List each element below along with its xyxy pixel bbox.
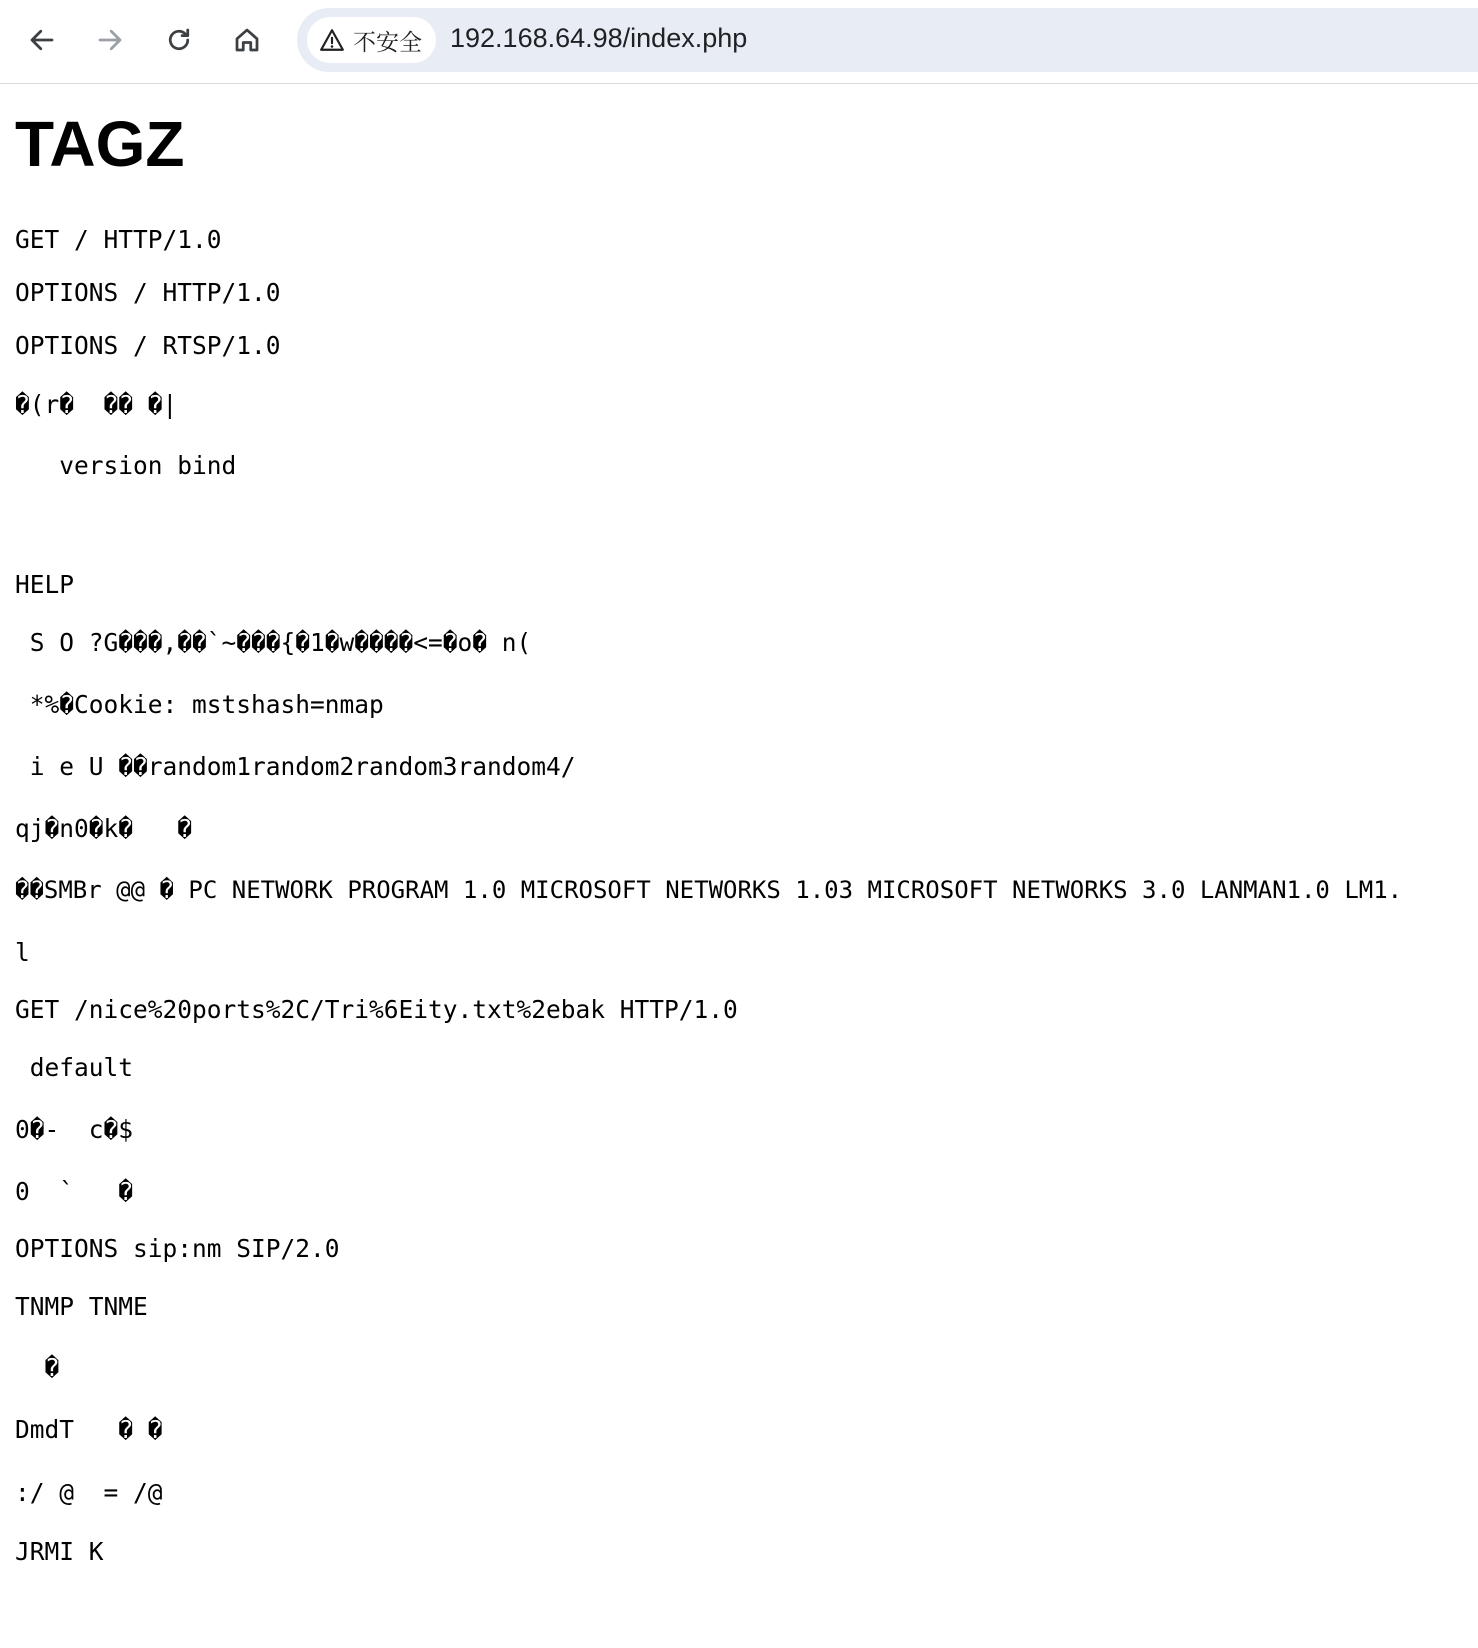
content-line: �(r� �� �| xyxy=(15,390,178,419)
arrow-left-icon xyxy=(27,25,57,55)
content-line: OPTIONS / HTTP/1.0 xyxy=(15,278,281,307)
address-bar[interactable] xyxy=(297,8,1478,72)
browser-toolbar xyxy=(0,0,1478,84)
content-line: GET / HTTP/1.0 xyxy=(15,225,222,254)
content-line: DmdT � � xyxy=(15,1415,163,1444)
content-line: l xyxy=(15,938,30,967)
url-text[interactable]: 192.168.64.98/index.php xyxy=(450,23,748,53)
content-line: :/ @ = /@ xyxy=(15,1478,163,1507)
content-line: *%�Cookie: mstshash=nmap xyxy=(15,690,384,719)
content-line: HELP xyxy=(15,570,75,599)
content-line: qj�n0�k� � xyxy=(15,814,193,843)
content-line: ��SMBr @@ � PC NETWORK PROGRAM 1.0 MICROSOFT NETWORKS 1.03 MICROSOFT NETWORKS 3.0 LANMAN1.0 LM1. xyxy=(15,876,1403,904)
home-icon xyxy=(232,25,262,55)
arrow-right-icon xyxy=(95,25,125,55)
security-label: 不安全 xyxy=(353,29,422,56)
page-title: TAGZ xyxy=(15,108,185,180)
content-line: � xyxy=(15,1353,60,1382)
content-line: GET /nice%20ports%2C/Tri%6Eity.txt%2ebak HTTP/1.0 xyxy=(15,995,738,1024)
reload-icon xyxy=(164,25,194,55)
content-line: JRMI K xyxy=(15,1537,104,1566)
home-button[interactable] xyxy=(223,16,271,64)
warning-triangle-icon xyxy=(319,27,345,53)
security-chip[interactable] xyxy=(307,17,436,63)
content-line: S O ?G���,��`~���{�1�w����<=�o� n( xyxy=(15,628,532,657)
reload-button[interactable] xyxy=(155,16,203,64)
content-line: TNMP TNME xyxy=(15,1292,148,1321)
content-line: version bind xyxy=(15,451,237,480)
content-line: 0 ` � xyxy=(15,1177,134,1206)
content-line: i e U ��random1random2random3random4/ xyxy=(15,752,576,781)
page-content xyxy=(0,85,1478,1648)
content-line: OPTIONS / RTSP/1.0 xyxy=(15,331,281,360)
forward-button[interactable] xyxy=(86,16,134,64)
back-button[interactable] xyxy=(18,16,66,64)
content-line: 0�- c�$ xyxy=(15,1115,134,1144)
content-line: default xyxy=(15,1053,134,1082)
content-line: OPTIONS sip:nm SIP/2.0 xyxy=(15,1234,340,1263)
